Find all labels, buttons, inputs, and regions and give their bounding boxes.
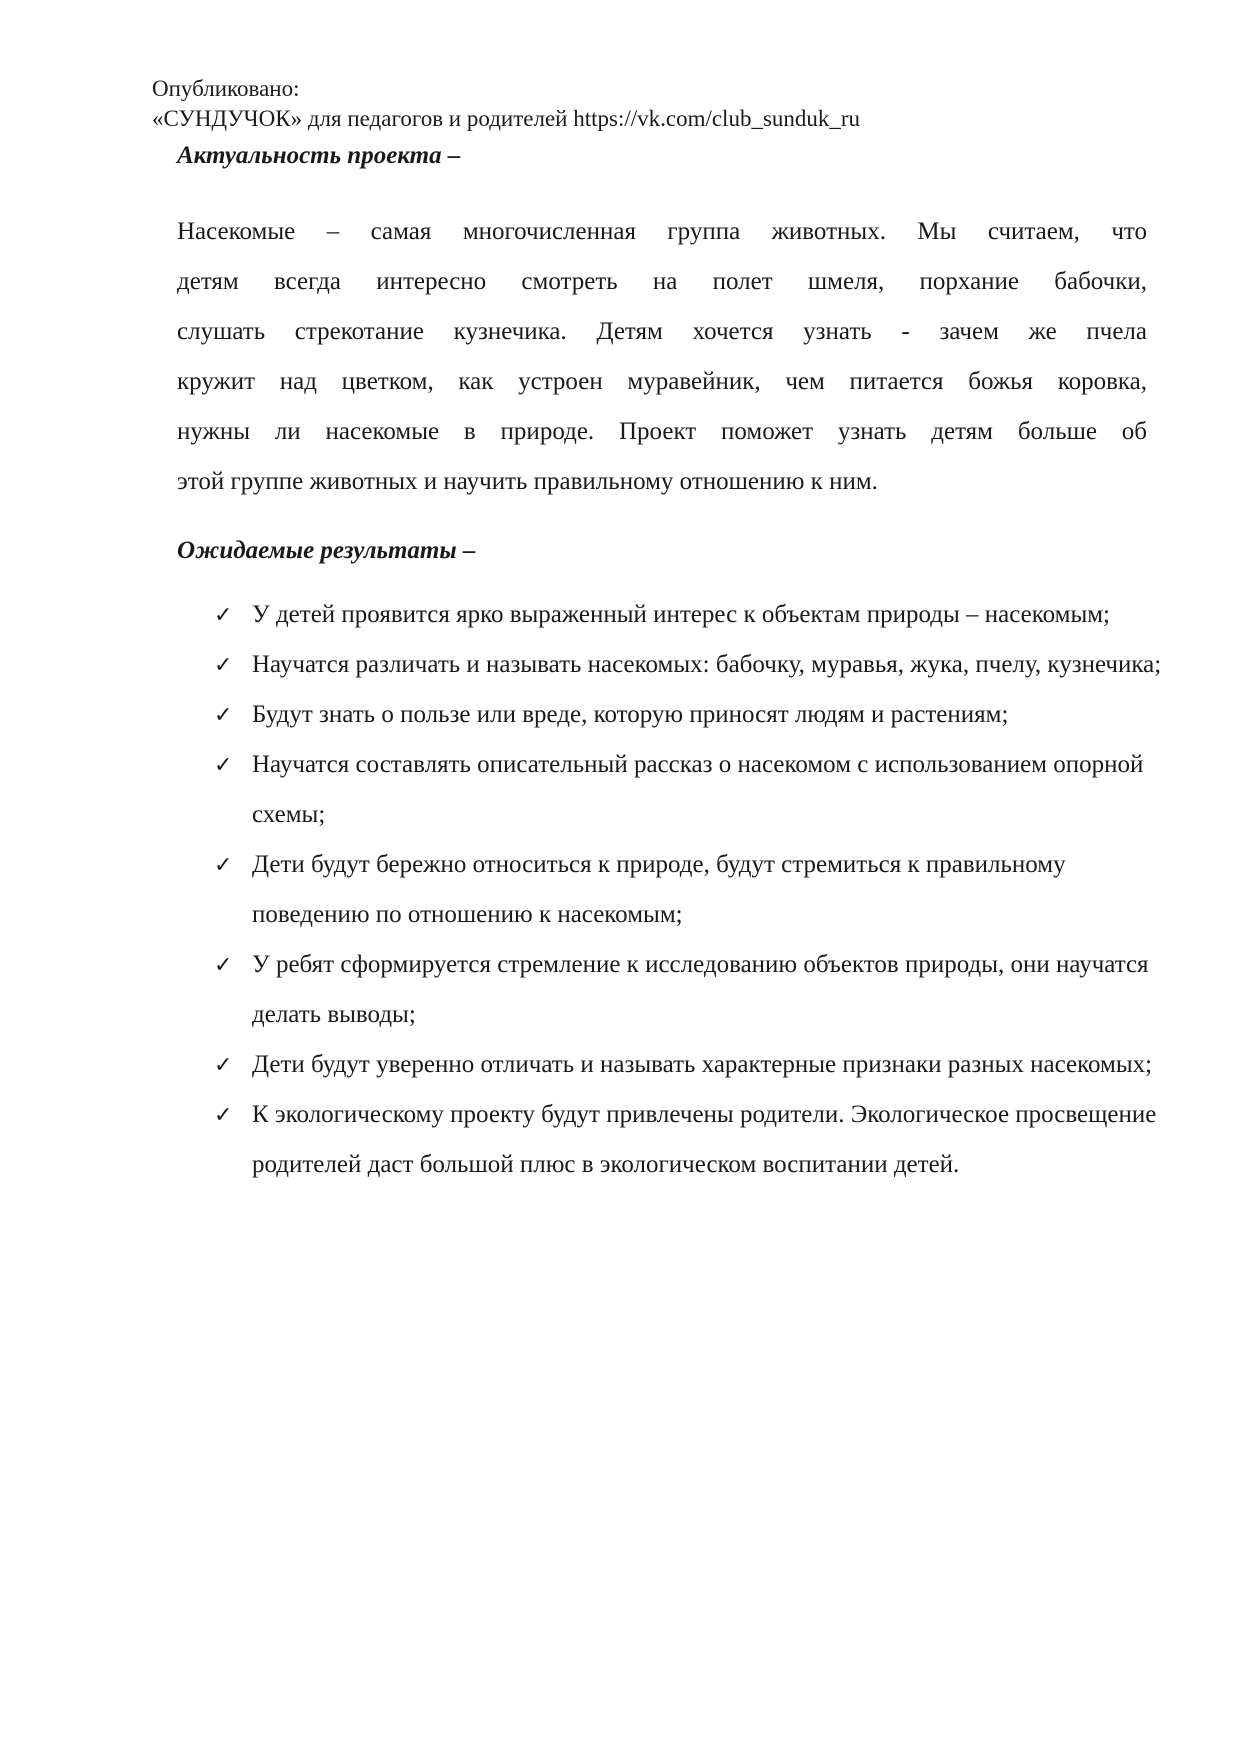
list-item	[214, 1090, 1164, 1190]
paragraph-line: детям всегда интересно смотреть на полет шмеля, порхание бабочки,	[177, 268, 1147, 295]
checkmark-icon: ✓	[214, 852, 233, 877]
list-item-text: У детей проявится ярко выраженный интерес к объектам природы – насекомым;	[252, 601, 1111, 628]
list-item	[214, 640, 1164, 690]
checkmark-icon: ✓	[214, 952, 233, 977]
published-label: Опубликовано:	[152, 76, 300, 101]
list-item-text: У ребят сформируется стремление к исследованию объектов природы, они научатся делать выводы;	[252, 951, 1149, 1028]
relevance-paragraph	[177, 207, 1147, 507]
checkmark-icon: ✓	[214, 752, 233, 777]
paragraph-line: этой группе животных и научить правильному отношению к ним.	[177, 468, 878, 495]
list-item	[214, 690, 1164, 740]
paragraph-line: Насекомые – самая многочисленная группа животных. Мы считаем, что	[177, 218, 1147, 245]
list-item-text: Дети будут уверенно отличать и называть характерные признаки разных насекомых;	[252, 1051, 1153, 1078]
list-item	[214, 590, 1164, 640]
list-item	[214, 1040, 1164, 1090]
checkmark-icon: ✓	[214, 1052, 233, 1077]
list-item-text: Будут знать о пользе или вреде, которую приносят людям и растениям;	[252, 701, 1009, 728]
checkmark-icon: ✓	[214, 1102, 233, 1127]
list-item-text: Дети будут бережно относиться к природе, будут стремиться к правильному поведению по отношению к насекомым;	[252, 851, 1066, 928]
checkmark-icon: ✓	[214, 602, 233, 627]
paragraph-line: нужны ли насекомые в природе. Проект поможет узнать детям больше об	[177, 418, 1147, 445]
checkmark-icon: ✓	[214, 702, 233, 727]
list-item-text: К экологическому проекту будут привлечены родители. Экологическое просвещение родителей даст большой плюс в экологическом воспитании детей.	[252, 1101, 1157, 1178]
paragraph-line: кружит над цветком, как устроен муравейник, чем питается божья коровка,	[177, 368, 1147, 395]
results-list	[214, 590, 1164, 1190]
checkmark-icon: ✓	[214, 652, 233, 677]
relevance-heading: Актуальность проекта –	[177, 142, 461, 169]
publisher-note	[152, 74, 860, 134]
list-item	[214, 840, 1164, 940]
list-item-text: Научатся различать и называть насекомых: бабочку, муравья, жука, пчелу, кузнечика;	[252, 651, 1162, 678]
list-item-text: Научатся составлять описательный рассказ о насекомом с использованием опорной схемы;	[252, 751, 1144, 828]
list-item	[214, 740, 1164, 840]
list-item	[214, 940, 1164, 1040]
paragraph-line: слушать стрекотание кузнечика. Детям хочется узнать - зачем же пчела	[177, 318, 1147, 345]
results-heading: Ожидаемые результаты –	[177, 537, 476, 564]
publisher-source: «СУНДУЧОК» для педагогов и родителей https://vk.com/club_sunduk_ru	[152, 106, 861, 131]
